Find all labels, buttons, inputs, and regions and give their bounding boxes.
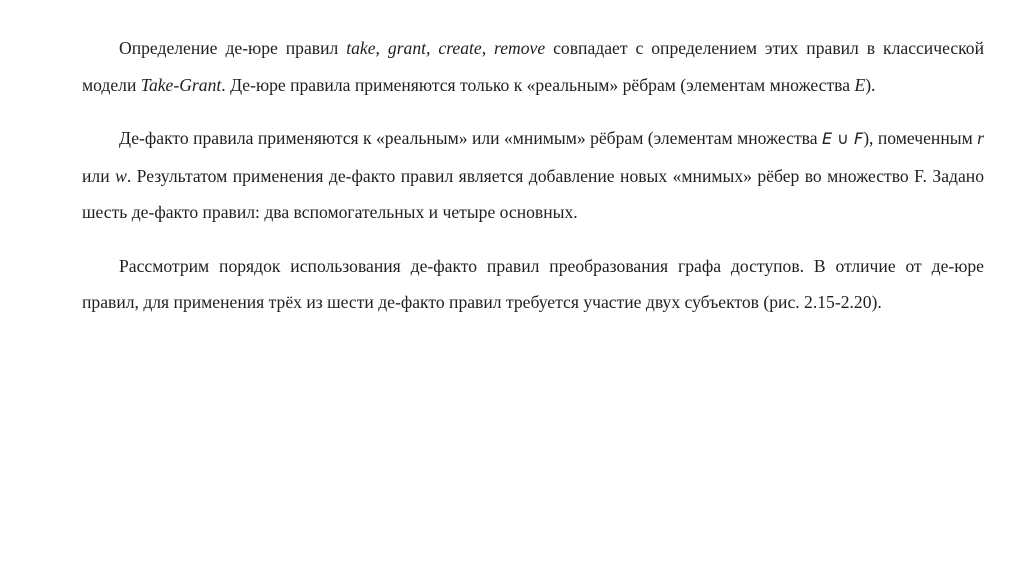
p1-text-3: . Де-юре правила применяются только к «реальным» рёбрам (элементам множества xyxy=(221,74,855,95)
paragraph-1 xyxy=(82,30,984,103)
p2-label-r: r xyxy=(977,128,984,148)
p2-text-1: Де-факто правила применяются к «реальным» или «мнимым» рёбрам (элементам множества xyxy=(119,128,822,148)
p1-text-4: ). xyxy=(865,74,876,95)
p2-text-4: . Результатом применения де-факто правил является добавление новых «мнимых» рёбер во множество F. Задано шесть де-факто правил: два вспомогательных и четыре основных. xyxy=(82,165,984,222)
p1-rules-list: take, grant, create, remove xyxy=(346,38,546,58)
p2-math-union: ∪ xyxy=(832,129,854,148)
p1-text-1: Определение де-юре правил xyxy=(119,38,347,58)
paragraph-2 xyxy=(82,120,984,231)
p1-text-2: совпадает с определением этих правил в классической модели xyxy=(82,38,984,95)
p2-label-w: w xyxy=(115,165,127,186)
p2-text-3: или xyxy=(82,165,116,186)
p2-math-f: F xyxy=(854,129,864,148)
p2-math-e: E xyxy=(821,129,833,148)
p1-set-e: E xyxy=(854,74,866,95)
paragraph-3 xyxy=(82,248,984,321)
p1-model-name: Take-Grant xyxy=(140,74,222,95)
p2-text-2: ), помеченным xyxy=(863,128,978,148)
document-body xyxy=(82,30,984,338)
p3-text-1: Рассмотрим порядок использования де-факто правил преобразования графа доступов. В отличие от де-юре правил, для применения трёх из шести де-факто правил требуется участие двух субъектов (рис. 2.15-2.20). xyxy=(82,255,984,312)
